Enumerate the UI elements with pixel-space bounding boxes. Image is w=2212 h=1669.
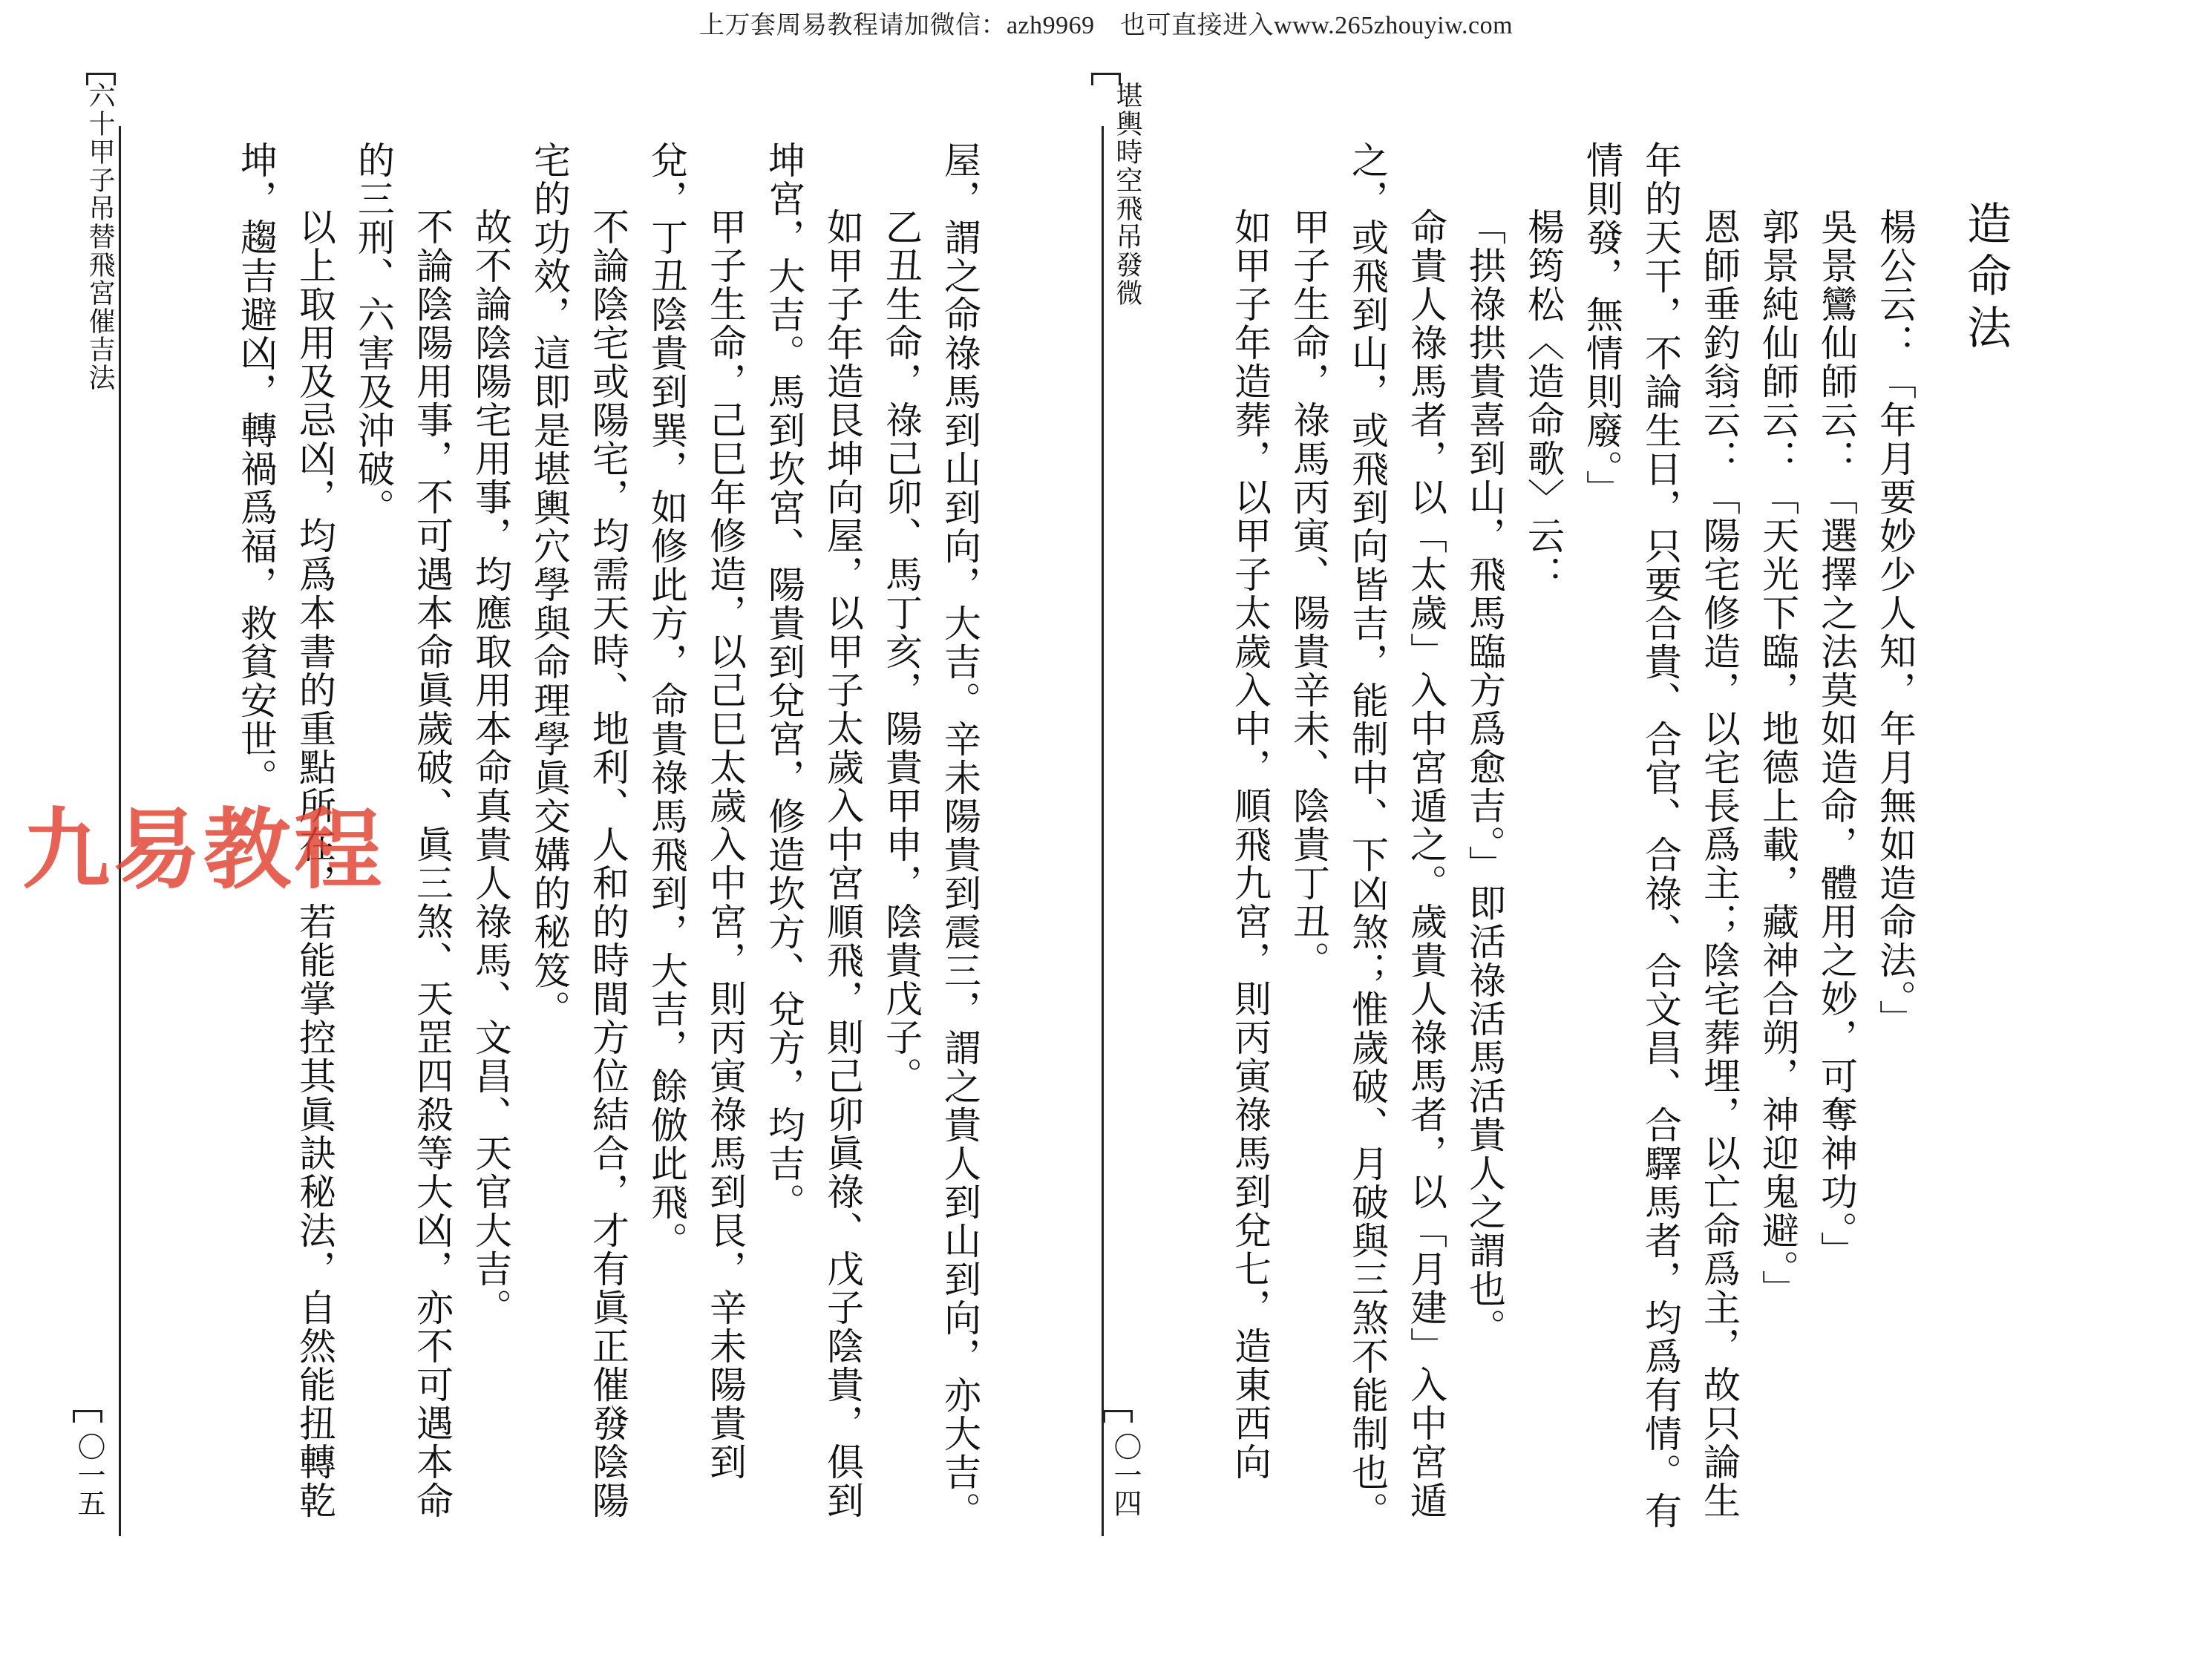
page-number: 〇一四	[1109, 1432, 1142, 1517]
text-line: 坤宮，大吉。馬到坎宮、陽貴到兌宮，修造坎方、兌方，均吉。	[762, 141, 805, 1222]
margin-bracket-bottom	[73, 1410, 102, 1423]
text-line: 吳景鸞仙師云：「選擇之法莫如造命，體用之妙，可奪神功。」	[1815, 208, 1858, 1270]
text-line: 宅的功效，這即是堪輿穴學與命理學眞交媾的秘笈。	[528, 141, 571, 1029]
page-number: 〇一五	[73, 1432, 105, 1517]
watermark-logo: 九易教程	[22, 799, 385, 901]
text-line: 楊筠松〈造命歌〉云：	[1522, 208, 1565, 594]
text-line: 以上取用及忌凶，均爲本書的重點所在，若能掌控其眞訣秘法，自然能扭轉乾	[293, 208, 336, 1520]
text-line: 甲子生命，己巳年修造，以己巳太歲入中宮，則丙寅祿馬到艮，辛未陽貴到	[704, 208, 747, 1481]
text-line: 恩師垂釣翁云：「陽宅修造，以宅長爲主；陰宅葬埋，以亡命爲主，故只論生	[1698, 208, 1741, 1520]
text-line: 郭景純仙師云：「天光下臨，地德上載，藏神合朔，神迎鬼避。」	[1756, 208, 1799, 1308]
text-line: 故不論陰陽宅用事，均應取用本命真貴人祿馬、文昌、天官大吉。	[469, 208, 512, 1327]
text-line: 年的天干，不論生日，只要合貴、合官、合祿、合文昌、合驛馬者，均爲有情。有	[1639, 141, 1682, 1530]
text-line: 命貴人祿馬者，以「太歲」入中宮遁之。歲貴人祿馬者，以「月建」入中宮遁	[1404, 208, 1447, 1520]
text-line: 之，或飛到山，或飛到向皆吉，能制中、下凶煞；惟歲破、月破與三煞不能制也。	[1346, 141, 1389, 1530]
text-line: 不論陰宅或陽宅，均需天時、地利、人和的時間方位結合，才有眞正催發陰陽	[586, 208, 629, 1520]
text-line: 甲子生命，祿馬丙寅、陽貴辛未、陰貴丁丑。	[1287, 208, 1330, 980]
text-line: 如甲子年造艮坤向屋，以甲子太歲入中宮順飛，則己卯眞祿、戊子陰貴，俱到	[821, 208, 864, 1520]
text-line: 屋，謂之命祿馬到山到向，大吉。辛未陽貴到震三，謂之貴人到山到向，亦大吉。	[938, 141, 981, 1530]
text-line: 的三刑、六害及沖破。	[352, 141, 395, 527]
text-line: 情則發，無情則廢。」	[1580, 141, 1623, 508]
text-line: 不論陰陽用事，不可遇本命眞歲破、眞三煞、天罡四殺等大凶，亦不可遇本命	[410, 208, 454, 1520]
text-line: 「拱祿拱貴喜到山，飛馬臨方爲愈吉。」即活祿活馬活貴人之謂也。	[1463, 208, 1506, 1347]
banner-text: 上万套周易教程请加微信：azh9969 也可直接进入www.265zhouyiw.com	[698, 12, 1514, 39]
margin-bracket-bottom	[1103, 1410, 1133, 1423]
text-line: 坤，趨吉避凶，轉禍爲福，救貧安世。	[235, 141, 278, 797]
running-title: 堪輿時空飛吊發微	[1112, 82, 1142, 307]
running-title: 六十甲子吊替飛宮催吉法	[85, 82, 115, 392]
text-line: 楊公云：「年月要妙少人知，年月無如造命法。」	[1874, 208, 1917, 1038]
right-page	[1109, 82, 2212, 1536]
text-line: 兌，丁丑陰貴到巽，如修此方，命貴祿馬飛到，大吉，餘倣此飛。	[645, 141, 688, 1260]
text-line: 如甲子年造葬，以甲子太歲入中，順飛九宮，則丙寅祿馬到兌七，造東西向	[1228, 208, 1272, 1481]
section-heading: 造命法	[1960, 200, 2012, 356]
text-line: 乙丑生命，祿己卯、馬丁亥，陽貴甲申，陰貴戊子。	[880, 208, 923, 1095]
